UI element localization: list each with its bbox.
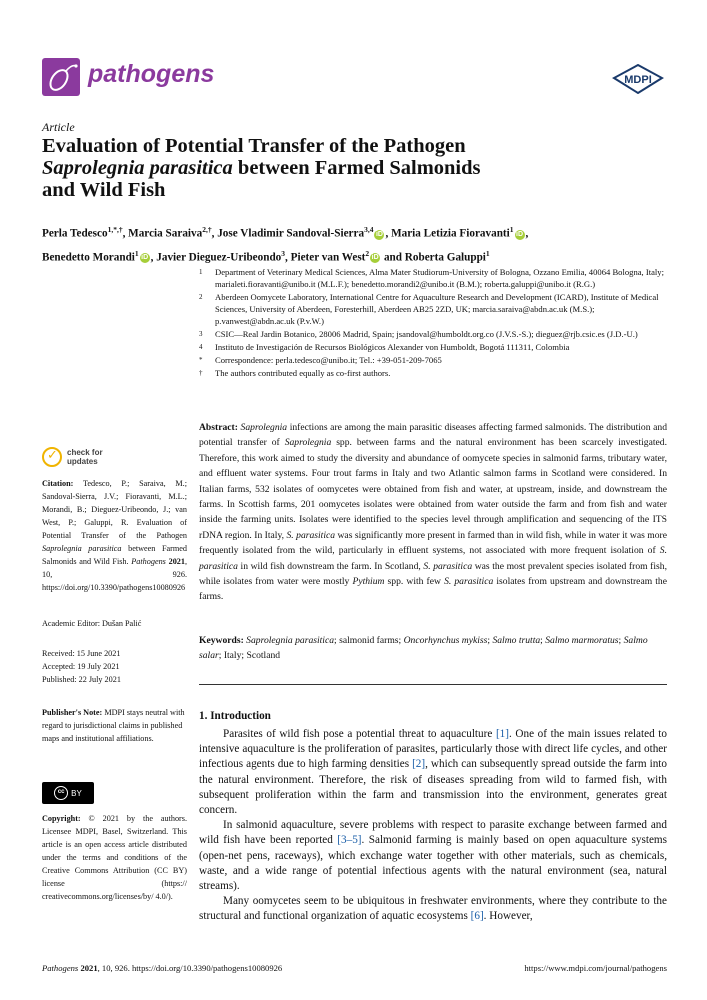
author-sup: 1	[134, 248, 139, 258]
check-line-2: updates	[67, 457, 98, 466]
affiliation-item	[199, 328, 669, 340]
keywords: Keywords: Saprolegnia parasitica; salmonid farms; Oncorhynchus mykiss; Salmo trutta; Salmo marmoratus; Salmo salar; Italy; Scotland	[199, 635, 648, 662]
publisher-note-text: MDPI stays neutral with regard to jurisdictional claims in published maps and institutional affiliations.	[42, 708, 185, 743]
author-list: Perla Tedesco$^{1,*,\dagger}$, Marcia Saraiva$^{2,\dagger}$, Jose Vladimir Sandoval-Sierra$^{3,4}$iD , Maria Letizia Fioravanti$^1$iD , Benedetto Morandi$^1$iD , Javier Dieguez-Uribeondo$^3$, Pieter van West$^2$iD and Roberta Galuppi$^1$	[42, 225, 529, 264]
publication-dates	[42, 647, 187, 686]
author-name[interactable]: Marcia Saraiva	[128, 227, 203, 240]
keyword: Oncorhynchus mykiss	[403, 635, 488, 646]
paragraph	[199, 727, 667, 818]
affiliation-num: 1	[199, 268, 203, 276]
article-type: Article	[42, 120, 75, 134]
title-line-3: and Wild Fish	[42, 179, 166, 201]
abstract-text: infections are among the main parasitic diseases affecting farmed salmonids. The distribution and potential transfer of	[199, 422, 667, 449]
paragraph-text: . One of the main issues related to intensive aquaculture is the proliferation of parasites, particularly those with direct life cycles, and other infectious agents due to high farming densities	[199, 728, 667, 771]
divider	[199, 684, 667, 685]
abstract-text: was significantly more present in farmed than in wild fish, while in water it was more frequently isolated from the wild, particularly in effluent systems, not associated with more frequent isolation of	[199, 529, 667, 557]
cc-by-license-badge[interactable]	[42, 782, 94, 804]
cc-icon: cc	[54, 786, 68, 800]
abstract-text: in wild fish downstream the farm. In Scotland,	[237, 560, 424, 572]
journal-name[interactable]: pathogens	[88, 60, 215, 88]
paragraph	[199, 894, 667, 924]
abstract-text: S. parasitica	[286, 529, 336, 541]
copyright-text: © 2021 by the authors. Licensee MDPI, Basel, Switzerland. This article is an open access article distributed under the terms and conditions of the Creative Commons Attribution (CC BY) license (https:// creativecommons.org/licenses/by/ 4.0/).	[42, 814, 187, 901]
cc-by-label: BY	[71, 788, 82, 798]
author-name[interactable]: Jose Vladimir Sandoval-Sierra	[217, 227, 365, 240]
academic-editor: Academic Editor: Dušan Palić	[42, 619, 142, 628]
citation	[42, 477, 187, 594]
keyword: Scotland	[246, 650, 281, 662]
footer-journal-url[interactable]: https://www.mdpi.com/journal/pathogens	[524, 963, 667, 973]
affiliation-item	[199, 266, 669, 290]
abstract-label: Abstract:	[199, 422, 238, 433]
keyword: Italy	[223, 650, 242, 662]
abstract-text: isolates from upstream and downstream the farms.	[199, 576, 667, 603]
citation-text: Tedesco, P.; Saraiva, M.; Sandoval-Sierra, J.V.; Fioravanti, M.L.; Morandi, B.; Dieguez-Uribeondo, J.; van West, P.; Galuppi, R. Evaluation of Potential Transfer of the Pathogen	[42, 479, 187, 540]
check-updates-label	[67, 448, 103, 466]
reference-link[interactable]: [2]	[412, 758, 426, 771]
orcid-icon[interactable]: iD	[375, 230, 383, 238]
author-name[interactable]: Javier Dieguez-Uribeondo	[156, 251, 282, 264]
page-footer	[42, 963, 667, 973]
keywords-label: Keywords:	[199, 635, 244, 646]
author-name[interactable]: Perla Tedesco	[42, 227, 108, 240]
citation-doi[interactable]: , 10, 926. https://doi.org/10.3390/pathogens10080926	[42, 557, 188, 592]
citation-species: Saprolegnia parasitica	[42, 544, 122, 553]
date-published: Published: 22 July 2021	[42, 675, 121, 684]
abstract-text: was the most prevalent species isolated from fish, while isolates from water were mostly	[199, 560, 667, 588]
affiliation-item	[199, 341, 669, 353]
mdpi-logo[interactable]	[612, 64, 664, 94]
check-for-updates-button[interactable]	[42, 447, 103, 467]
author-sup: 1	[509, 225, 514, 234]
abstract-text: Pythium	[352, 576, 385, 588]
affiliation-num: 4	[199, 343, 203, 351]
affiliation-num: *	[199, 356, 203, 364]
publisher-note	[42, 706, 187, 745]
abstract	[199, 420, 667, 605]
section-heading: 1. Introduction	[199, 710, 271, 722]
reference-link[interactable]: [1]	[495, 728, 509, 740]
citation-text: between Farmed Salmonids and Wild Fish.	[42, 544, 187, 566]
date-accepted: Accepted: 19 July 2021	[42, 662, 120, 671]
paragraph-text: . However,	[483, 910, 533, 923]
author-sup: 2	[365, 248, 370, 258]
affiliation-item	[199, 291, 669, 327]
check-updates-icon	[42, 447, 62, 467]
abstract-text: S. parasitica	[423, 560, 473, 572]
title-line-1: Evaluation of Potential Transfer of the Pathogen	[42, 135, 466, 157]
citation-label: Citation:	[42, 479, 74, 488]
citation-journal: Pathogens	[131, 557, 166, 566]
paragraph-text: Parasites of wild fish pose a potential threat to aquaculture	[223, 728, 496, 740]
author-name[interactable]: Pieter van West	[290, 251, 366, 264]
keyword: Salmo salar	[199, 635, 648, 662]
title-line-2-rest: between Farmed Salmonids	[232, 157, 481, 179]
reference-link[interactable]: [6]	[470, 910, 484, 923]
affiliation-text: Aberdeen Oomycete Laboratory, International Centre for Aquaculture Research and Development (ICARD), Institute of Medical Sciences, University of Aberdeen, Foresterhill, Aberdeen AB25 2ZD, UK; marcia.saraiva@abdn.ac.uk (M.S.); p.vanwest@abdn.ac.uk (P.v.W.)	[215, 292, 659, 326]
affiliation-text: Department of Veterinary Medical Sciences, Alma Mater Studiorum-University of Bologna, Ozzano Emilia, 40064 Bologna, Italy; marialeti.fioravanti@unibo.it (M.L.F.); benedetto.morandi2@unibo.it (B.M.); roberta.galuppi@unibo.it (R.G.)	[215, 267, 664, 289]
bacteria-icon	[42, 58, 80, 96]
abstract-text: S. parasitica	[444, 576, 494, 588]
abstract-text: spp. with few	[384, 576, 445, 588]
article-title	[42, 135, 602, 201]
abstract-text: Saprolegnia	[284, 437, 332, 449]
affiliation-text: The authors contributed equally as co-first authors.	[215, 368, 391, 378]
affiliation-num: 3	[199, 330, 203, 338]
paragraph-text: . Salmonid farming is mainly based on open aquaculture systems (open-net pens, raceways), which exchange water together with other materials, such as chemicals, waste, and a wide range of potential infectious agents with the natural environment (sea, natural streams).	[199, 834, 667, 893]
equal-contribution-note	[199, 367, 669, 379]
footer-journal: Pathogens	[42, 963, 79, 973]
affiliation-num: †	[199, 369, 203, 377]
abstract-text: Saprolegnia	[240, 422, 288, 433]
title-line-2	[42, 157, 602, 179]
footer-citation	[42, 963, 282, 973]
author-sup: 1	[485, 248, 490, 258]
author-sup: 1,*,†	[107, 225, 123, 234]
correspondence-item	[199, 354, 669, 366]
orcid-icon[interactable]: iD	[371, 254, 379, 262]
author-name[interactable]: Maria Letizia Fioravanti	[391, 227, 510, 240]
author-connector: and	[383, 251, 402, 264]
affiliations	[199, 266, 669, 380]
orcid-icon[interactable]: iD	[141, 254, 149, 262]
copyright	[42, 812, 187, 903]
keyword: Salmo trutta	[492, 635, 541, 646]
keyword: salmonid farms	[339, 635, 399, 646]
author-sup: 2,†	[202, 225, 212, 234]
journal-logo	[42, 58, 80, 96]
citation-year: 2021	[168, 557, 185, 566]
date-received: Received: 15 June 2021	[42, 649, 121, 658]
publisher-name: MDPI	[624, 74, 652, 86]
reference-link[interactable]: [3–5]	[337, 834, 362, 847]
publisher-note-label: Publisher's Note:	[42, 708, 103, 717]
keyword: Salmo marmoratus	[545, 635, 619, 646]
paragraph	[199, 818, 667, 894]
footer-year: 2021	[80, 963, 98, 973]
paragraph-text: Many oomycetes seem to be ubiquitous in freshwater environments, where they contribute to the structural and functional organization of aquatic ecosystems	[199, 895, 667, 923]
copyright-label: Copyright:	[42, 814, 81, 823]
author-sup: 3	[281, 248, 286, 258]
affiliation-num: 2	[199, 293, 203, 301]
abstract-text: S. parasitica	[199, 545, 667, 572]
affiliation-text: Correspondence: perla.tedesco@unibo.it; Tel.: +39-051-209-7065	[215, 355, 442, 365]
paragraph-text: , which can subsequently spread outside the farm into the natural environment. Therefore, the risk of diseases spreading from wild to farmed fish, with subsequent proliferation within the farm and transmission into the environment, generates great concern.	[199, 758, 667, 817]
introduction-body	[199, 727, 667, 925]
abstract-text: spp. between farms and the natural environment has been scarcely investigated. Therefore, this work aimed to study the diversity and abundance of oomycete species in salmonid farms, tributary water, and effluent water systems. Four trout farms in Italy and two Atlantic salmon farms in Scotland were considered. In Italian farms, 532 isolates of oomycetes were obtained from fish and water, at upstream, inside, and downstream the farms. In Scottish farms, 201 oomycetes isolates were obtained from water outside the farm and from fish and water inside the farming units. Isolates were identified to the species level through amplification and sequencing of the ITS rDNA region. In Italy,	[199, 437, 667, 541]
author-sup: 3,4	[364, 225, 374, 234]
footer-doi[interactable]: , 10, 926. https://doi.org/10.3390/pathogens10080926	[97, 963, 283, 973]
affiliation-text: CSIC—Real Jardin Botanico, 28006 Madrid, Spain; jsandoval@humboldt.org.co (J.V.S.-S.); dieguez@rjb.csic.es (J.D.-U.)	[215, 329, 638, 339]
paragraph-text: In salmonid aquaculture, severe problems with respect to parasite exchange between farmed and wild fish have been reported	[199, 819, 667, 847]
affiliation-text: Instituto de Investigación de Recursos Biológicos Alexander von Humboldt, Bogotá 111311, Colombia	[215, 342, 570, 352]
keyword: Saprolegnia parasitica	[246, 635, 335, 646]
title-species: Saprolegnia parasitica	[42, 157, 233, 179]
author-name[interactable]: Benedetto Morandi	[42, 251, 135, 264]
author-name[interactable]: Roberta Galuppi	[404, 251, 486, 264]
check-line-1: check for	[67, 448, 103, 457]
orcid-icon[interactable]: iD	[516, 230, 523, 238]
